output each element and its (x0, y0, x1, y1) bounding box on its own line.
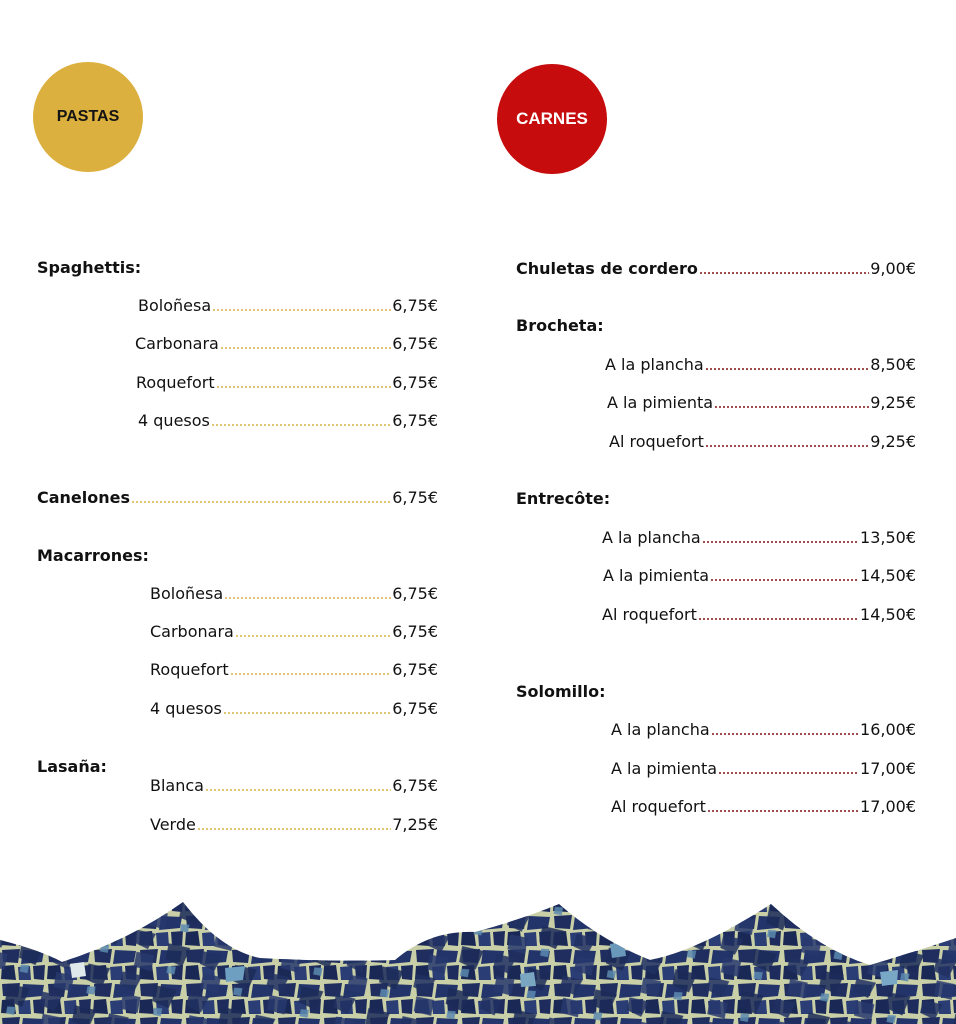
menu-item-chuletas (516, 259, 916, 279)
entrecote-heading: Entrecôte: (516, 489, 611, 508)
item-price: 13,50€ (860, 528, 916, 547)
item-name: A la pimienta (607, 393, 714, 412)
dot-leader (216, 386, 392, 389)
pastas-badge (33, 62, 143, 172)
carnes-badge-label: CARNES (516, 109, 588, 128)
item-price: 17,00€ (860, 797, 916, 816)
item-name: Al roquefort (609, 432, 704, 451)
mosaic-tiles (0, 880, 956, 1024)
mosaic-wave-decoration (0, 880, 956, 1024)
item-price: 17,00€ (860, 759, 916, 778)
item-name: Al roquefort (611, 797, 706, 816)
menu-item (150, 815, 438, 835)
item-name: Boloñesa (138, 296, 212, 315)
item-name: A la plancha (602, 528, 701, 547)
menu-item (602, 528, 916, 548)
item-name: Roquefort (136, 373, 215, 392)
lasana-heading: Lasaña: (37, 757, 107, 776)
item-name: 4 quesos (150, 699, 222, 718)
item-price: 7,25€ (392, 815, 438, 834)
carnes-badge (497, 64, 607, 174)
item-name: Al roquefort (602, 605, 697, 624)
item-price: 14,50€ (860, 605, 916, 624)
item-price: 6,75€ (392, 411, 438, 430)
item-price: 6,75€ (392, 296, 438, 315)
item-name: Roquefort (150, 660, 229, 679)
item-price: 6,75€ (392, 622, 438, 641)
menu-item (611, 720, 916, 740)
item-name: Verde (150, 815, 196, 834)
item-price: 6,75€ (392, 488, 438, 507)
menu-item (135, 334, 438, 354)
item-name: Carbonara (135, 334, 219, 353)
dot-leader (705, 368, 870, 371)
dot-leader (211, 424, 391, 427)
item-price: 6,75€ (392, 699, 438, 718)
dot-leader (223, 712, 391, 715)
dot-leader (131, 501, 391, 504)
dot-leader (718, 772, 859, 775)
dot-leader (205, 789, 391, 792)
dot-leader (235, 635, 391, 638)
item-name: Carbonara (150, 622, 234, 641)
item-price: 9,00€ (870, 259, 916, 278)
solomillo-heading: Solomillo: (516, 682, 606, 701)
item-price: 6,75€ (392, 660, 438, 679)
menu-item (150, 622, 438, 642)
menu-item (607, 393, 916, 413)
dot-leader (711, 733, 859, 736)
item-name: A la pimienta (611, 759, 718, 778)
item-name: A la plancha (611, 720, 710, 739)
dot-leader (710, 579, 859, 582)
menu-item (605, 355, 916, 375)
item-name: 4 quesos (138, 411, 210, 430)
menu-item (136, 373, 438, 393)
dot-leader (224, 597, 391, 600)
spaghettis-heading: Spaghettis: (37, 258, 142, 277)
menu-item (150, 699, 438, 719)
dot-leader (230, 673, 392, 676)
item-price: 6,75€ (392, 584, 438, 603)
item-name: Canelones (37, 488, 131, 507)
item-name: Boloñesa (150, 584, 224, 603)
macarrones-heading: Macarrones: (37, 546, 149, 565)
item-name: A la plancha (605, 355, 704, 374)
dot-leader (698, 618, 859, 621)
menu-item (138, 411, 438, 431)
dot-leader (220, 347, 391, 350)
menu-item-canelones (37, 488, 438, 508)
menu-item (138, 296, 438, 316)
menu-item (611, 797, 916, 817)
dot-leader (699, 272, 869, 275)
item-name: Blanca (150, 776, 204, 795)
item-name: A la pimienta (603, 566, 710, 585)
menu-item (609, 432, 916, 452)
item-price: 9,25€ (870, 393, 916, 412)
item-price: 9,25€ (870, 432, 916, 451)
item-price: 16,00€ (860, 720, 916, 739)
item-price: 8,50€ (870, 355, 916, 374)
menu-item (150, 776, 438, 796)
brocheta-heading: Brocheta: (516, 316, 604, 335)
menu-item (603, 566, 916, 586)
menu-item (150, 584, 438, 604)
menu-item (602, 605, 916, 625)
dot-leader (197, 828, 391, 831)
dot-leader (705, 445, 869, 448)
item-name: Chuletas de cordero (516, 259, 698, 278)
item-price: 6,75€ (392, 334, 438, 353)
dot-leader (707, 810, 859, 813)
menu-item (611, 759, 916, 779)
menu-item (150, 660, 438, 680)
item-price: 6,75€ (392, 373, 438, 392)
item-price: 14,50€ (860, 566, 916, 585)
dot-leader (702, 541, 859, 544)
dot-leader (212, 309, 391, 312)
item-price: 6,75€ (392, 776, 438, 795)
dot-leader (714, 406, 869, 409)
pastas-badge-label: PASTAS (56, 108, 120, 125)
